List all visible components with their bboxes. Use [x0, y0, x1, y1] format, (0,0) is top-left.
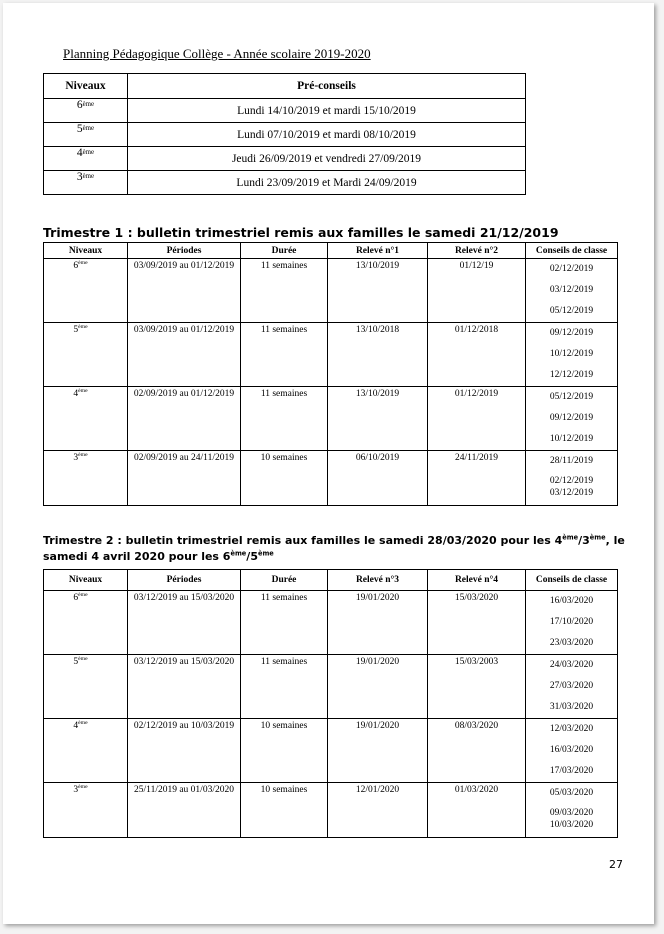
table-row: [44, 171, 526, 195]
niveau-cell: 5ème: [44, 655, 128, 719]
column-header-duree: Durée: [241, 243, 328, 259]
preconseil-dates: Lundi 07/10/2019 et mardi 08/10/2019: [128, 123, 526, 147]
table-row: [44, 323, 618, 387]
column-header-releve-3: Relevé n°3: [328, 570, 428, 591]
releve4-cell: 15/03/2003: [428, 655, 526, 719]
column-header-periodes: Périodes: [128, 243, 241, 259]
periode-cell: 02/09/2019 au 01/12/2019: [128, 387, 241, 451]
trimestre2-table: [43, 569, 618, 838]
releve1-cell: 13/10/2019: [328, 387, 428, 451]
column-header-niveaux: Niveaux: [44, 570, 128, 591]
conseils-cell: 28/11/2019 02/12/2019 03/12/2019: [526, 451, 618, 506]
conseils-cell: 05/03/2020 09/03/2020 10/03/2020: [526, 783, 618, 838]
niveau-cell: 3ème: [44, 451, 128, 506]
conseils-cell: 02/12/2019 03/12/2019 05/12/2019: [526, 259, 618, 323]
releve3-cell: 12/01/2020: [328, 783, 428, 838]
duree-cell: 11 semaines: [241, 591, 328, 655]
preconseil-dates: Lundi 23/09/2019 et Mardi 24/09/2019: [128, 171, 526, 195]
releve2-cell: 01/12/2019: [428, 387, 526, 451]
duree-cell: 10 semaines: [241, 783, 328, 838]
niveau-cell: 6ème: [44, 259, 128, 323]
column-header-conseils: Conseils de classe: [526, 570, 618, 591]
conseils-cell: 09/12/2019 10/12/2019 12/12/2019: [526, 323, 618, 387]
releve3-cell: 19/01/2020: [328, 719, 428, 783]
duree-cell: 11 semaines: [241, 655, 328, 719]
releve1-cell: 13/10/2018: [328, 323, 428, 387]
duree-cell: 11 semaines: [241, 323, 328, 387]
releve4-cell: 08/03/2020: [428, 719, 526, 783]
table-row: [44, 591, 618, 655]
niveau-cell: 4ème: [44, 147, 128, 171]
periode-cell: 03/09/2019 au 01/12/2019: [128, 259, 241, 323]
conseils-cell: 05/12/2019 09/12/2019 10/12/2019: [526, 387, 618, 451]
column-header-niveaux: Niveaux: [44, 74, 128, 99]
niveau-cell: 4ème: [44, 719, 128, 783]
table-row: [44, 719, 618, 783]
periode-cell: 02/12/2019 au 10/03/2019: [128, 719, 241, 783]
document-page: [3, 3, 654, 924]
table-row: [44, 123, 526, 147]
table-row: [44, 147, 526, 171]
releve4-cell: 15/03/2020: [428, 591, 526, 655]
column-header-preconseils: Pré-conseils: [128, 74, 526, 99]
periode-cell: 03/12/2019 au 15/03/2020: [128, 655, 241, 719]
page-title: Planning Pédagogique Collège - Année scolaire 2019-2020: [63, 46, 371, 61]
niveau-cell: 5ème: [44, 123, 128, 147]
page-number: 27: [609, 858, 623, 871]
releve3-cell: 19/01/2020: [328, 655, 428, 719]
table-row: [44, 99, 526, 123]
duree-cell: 11 semaines: [241, 387, 328, 451]
column-header-duree: Durée: [241, 570, 328, 591]
trimestre2-heading: Trimestre 2 : bulletin trimestriel remis aux familles le samedi 28/03/2020 pour les 4ème/3ème, le samedi 4 avril 2020 pour les 6ème/5ème: [43, 533, 625, 563]
table-header-row: [44, 243, 618, 259]
periode-cell: 03/09/2019 au 01/12/2019: [128, 323, 241, 387]
releve2-cell: 24/11/2019: [428, 451, 526, 506]
conseils-cell: 16/03/2020 17/10/2020 23/03/2020: [526, 591, 618, 655]
table-row: [44, 655, 618, 719]
periode-cell: 03/12/2019 au 15/03/2020: [128, 591, 241, 655]
conseils-cell: 12/03/2020 16/03/2020 17/03/2020: [526, 719, 618, 783]
duree-cell: 10 semaines: [241, 719, 328, 783]
trimestre1-heading: Trimestre 1 : bulletin trimestriel remis aux familles le samedi 21/12/2019: [43, 225, 559, 240]
column-header-periodes: Périodes: [128, 570, 241, 591]
releve4-cell: 01/03/2020: [428, 783, 526, 838]
column-header-releve-4: Relevé n°4: [428, 570, 526, 591]
column-header-releve-2: Relevé n°2: [428, 243, 526, 259]
column-header-releve-1: Relevé n°1: [328, 243, 428, 259]
duree-cell: 11 semaines: [241, 259, 328, 323]
niveau-cell: 6ème: [44, 99, 128, 123]
table-header-row: [44, 570, 618, 591]
releve1-cell: 13/10/2019: [328, 259, 428, 323]
niveau-cell: 5ème: [44, 323, 128, 387]
conseils-cell: 24/03/2020 27/03/2020 31/03/2020: [526, 655, 618, 719]
releve2-cell: 01/12/2018: [428, 323, 526, 387]
niveau-cell: 3ème: [44, 171, 128, 195]
trimestre1-table: [43, 242, 618, 506]
preconseils-table: [43, 73, 526, 195]
column-header-conseils: Conseils de classe: [526, 243, 618, 259]
periode-cell: 02/09/2019 au 24/11/2019: [128, 451, 241, 506]
periode-cell: 25/11/2019 au 01/03/2020: [128, 783, 241, 838]
releve1-cell: 06/10/2019: [328, 451, 428, 506]
column-header-niveaux: Niveaux: [44, 243, 128, 259]
table-row: [44, 387, 618, 451]
table-header-row: [44, 74, 526, 99]
duree-cell: 10 semaines: [241, 451, 328, 506]
preconseil-dates: Lundi 14/10/2019 et mardi 15/10/2019: [128, 99, 526, 123]
niveau-cell: 4ème: [44, 387, 128, 451]
releve2-cell: 01/12/19: [428, 259, 526, 323]
releve3-cell: 19/01/2020: [328, 591, 428, 655]
table-row: [44, 259, 618, 323]
niveau-cell: 6ème: [44, 591, 128, 655]
table-row: [44, 451, 618, 506]
table-row: [44, 783, 618, 838]
preconseil-dates: Jeudi 26/09/2019 et vendredi 27/09/2019: [128, 147, 526, 171]
niveau-cell: 3ème: [44, 783, 128, 838]
